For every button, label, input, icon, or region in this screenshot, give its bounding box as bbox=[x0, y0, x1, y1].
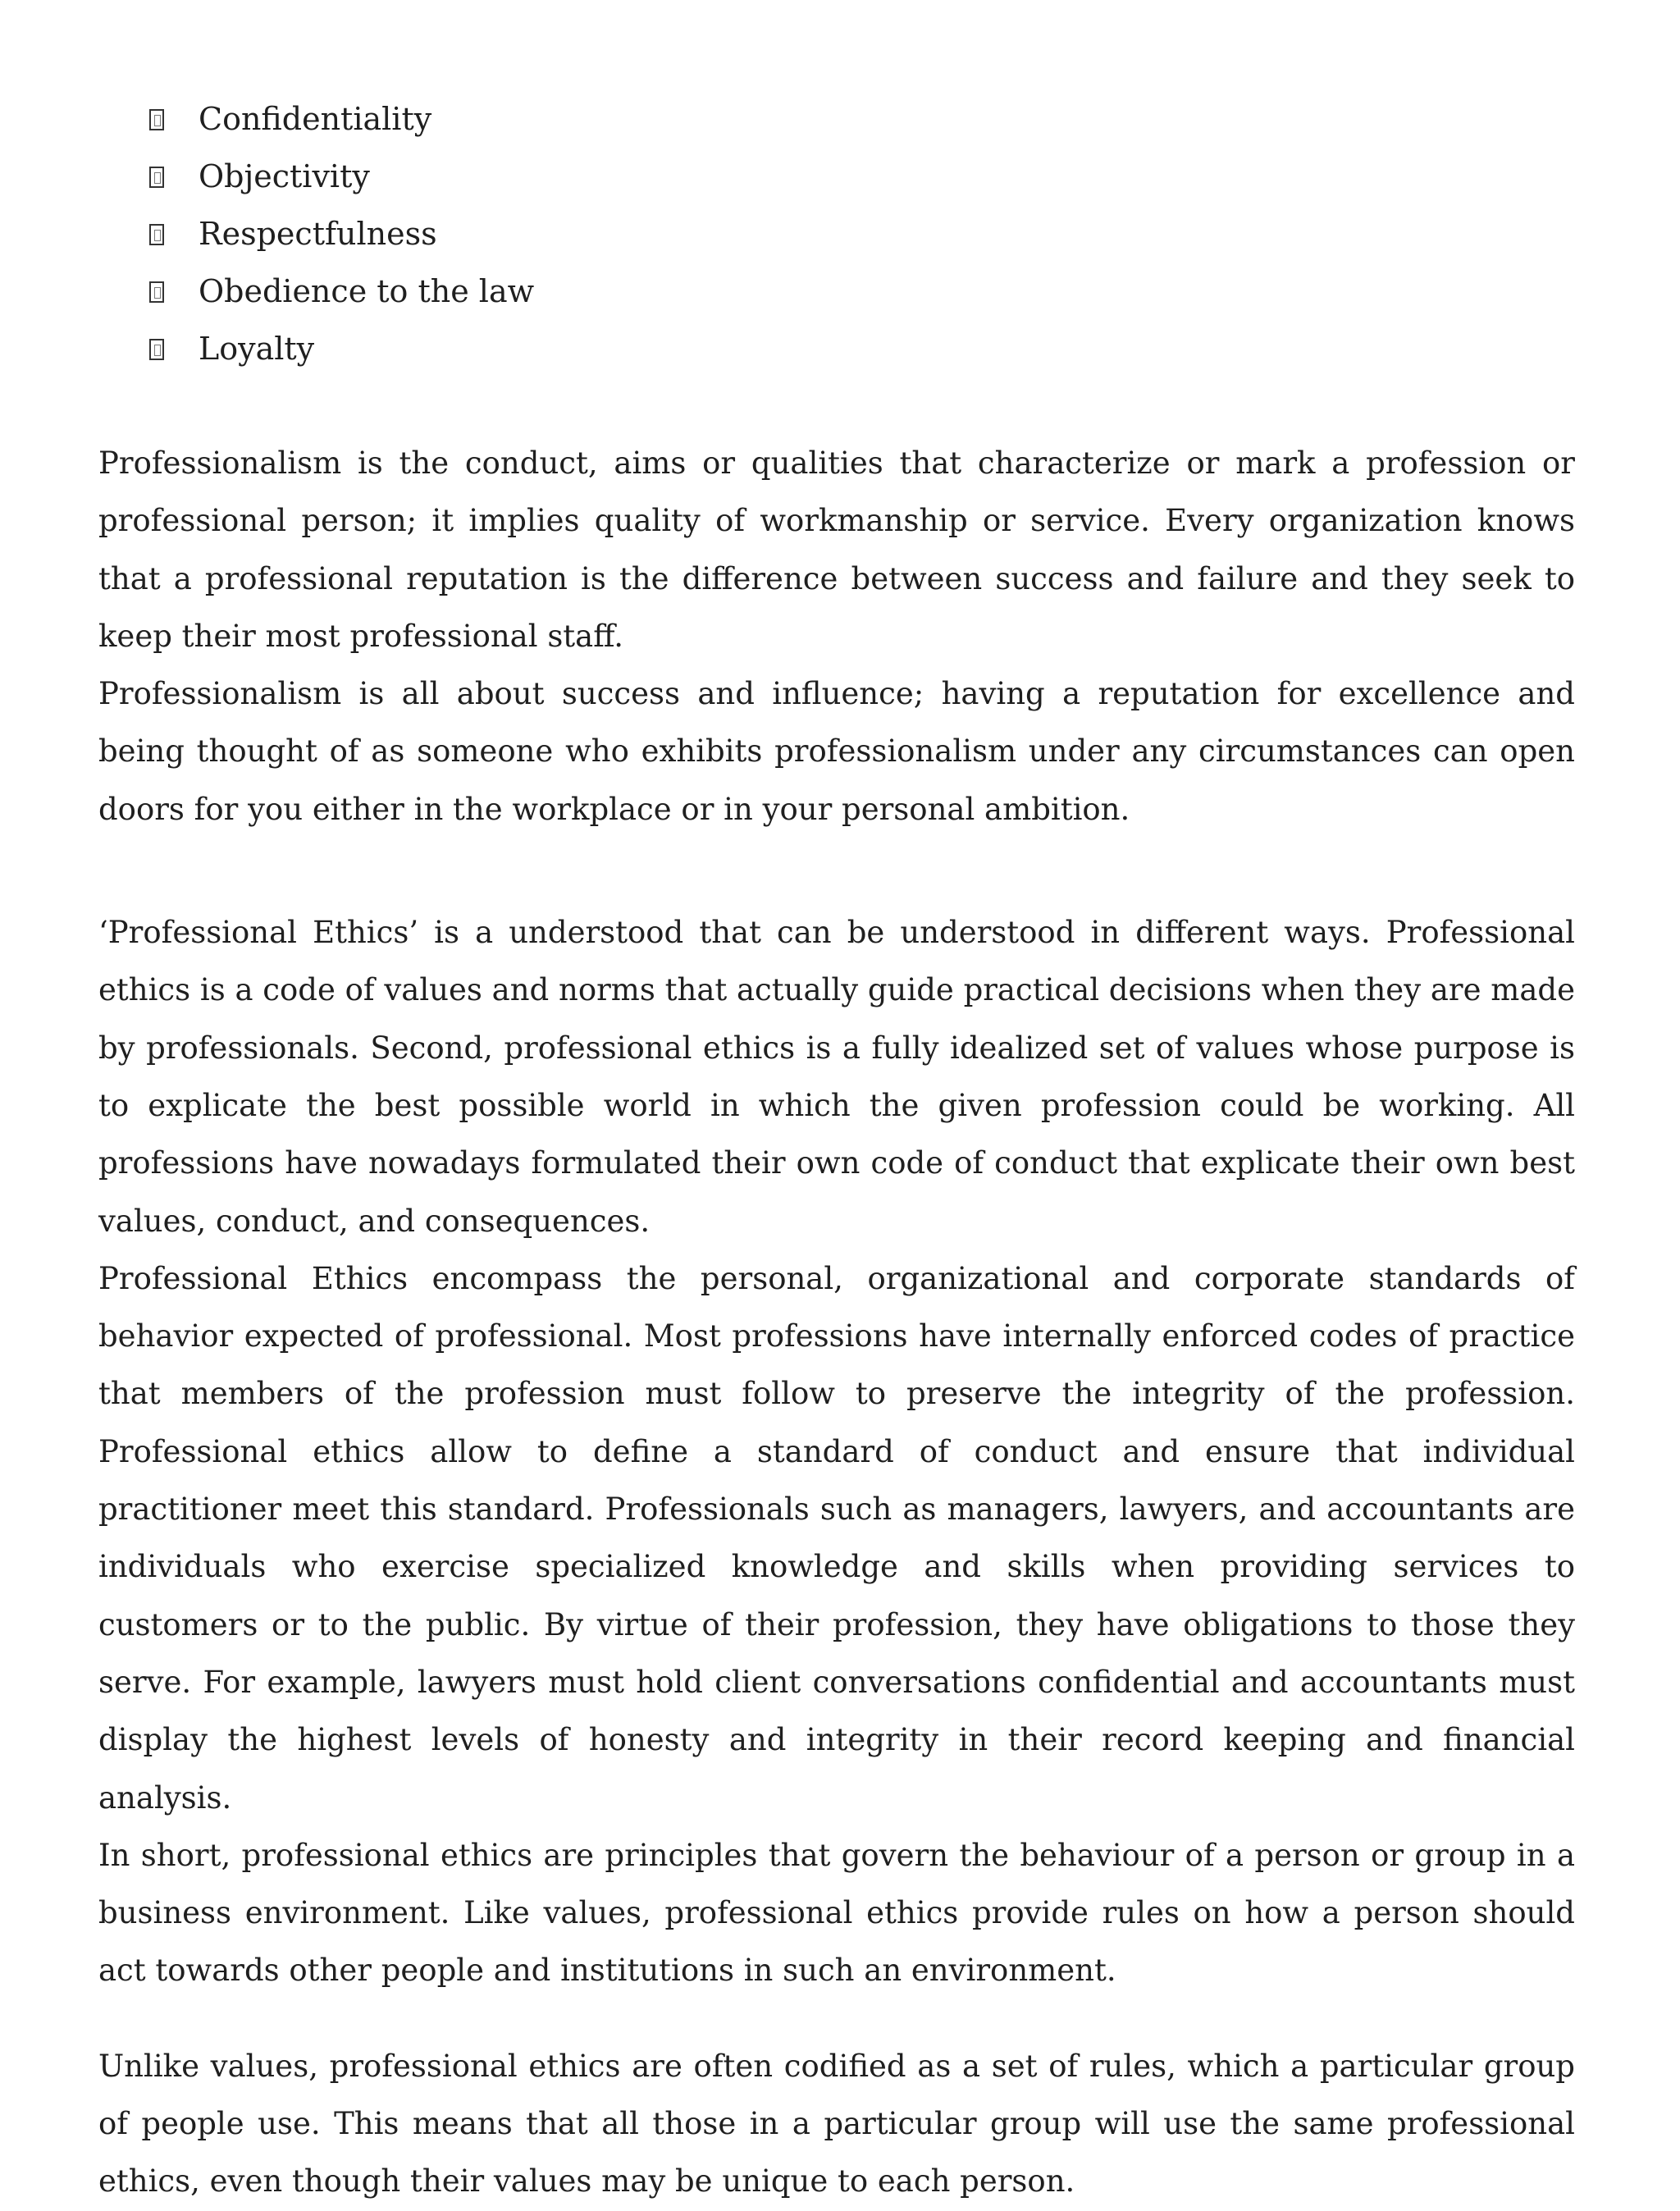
list-item bbox=[149, 148, 1575, 205]
list-item-label: Loyalty bbox=[199, 331, 315, 367]
paragraph-professional-ethics-summary: In short, professional ethics are principles that govern the behaviour of a person or group in a business environment. Like values, professional ethics provide rules on how a person should act towards other people and institutions in such an environment. bbox=[98, 1837, 1575, 1989]
paragraph-professionalism-success: Professionalism is all about success and influence; having a reputation for excellence and being thought of as someone who exhibits professionalism under any circumstances can open doors for you either in the workplace or in your personal ambition. bbox=[98, 676, 1575, 827]
missing-glyph-bullet-icon bbox=[149, 281, 164, 303]
list-item bbox=[149, 263, 1575, 320]
missing-glyph-bullet-icon bbox=[149, 109, 164, 130]
list-item bbox=[149, 320, 1575, 377]
list-item-label: Objectivity bbox=[199, 158, 370, 194]
list-item bbox=[149, 205, 1575, 263]
missing-glyph-bullet-icon bbox=[149, 339, 164, 360]
list-item-label: Confidentiality bbox=[199, 101, 432, 137]
paragraph-professionalism-definition: Professionalism is the conduct, aims or qualities that characterize or mark a profession or professional person; it implies quality of workmanship or service. Every organization knows that a professional reputation is the difference between success and failure and they seek to keep their most professional staff. bbox=[98, 445, 1575, 654]
list-item-label: Obedience to the law bbox=[199, 273, 535, 309]
missing-glyph-bullet-icon bbox=[149, 224, 164, 245]
list-item bbox=[149, 90, 1575, 148]
missing-glyph-bullet-icon bbox=[149, 167, 164, 188]
values-bullet-list bbox=[98, 90, 1575, 377]
paragraph-professional-ethics-meaning: ‘Professional Ethics’ is a understood that can be understood in different ways. Professional ethics is a code of values and norms that actually guide practical decisions when they are made by professionals. Second, professional ethics is a fully idealized set of values whose purpose is to explicate the best possible world in which the given profession could be working. All professions have nowadays formulated their own code of conduct that explicate their own best values, conduct, and consequences. bbox=[98, 915, 1575, 1239]
paragraph-ethics-vs-values: Unlike values, professional ethics are often codified as a set of rules, which a particular group of people use. This means that all those in a particular group will use the same professional ethics, even though their values may be unique to each person. bbox=[98, 2048, 1575, 2200]
paragraph-professional-ethics-standards: Professional Ethics encompass the personal, organizational and corporate standards of behavior expected of professional. Most professions have internally enforced codes of practice that members of the profession must follow to preserve the integrity of the profession. Professional ethics allow to define a standard of conduct and ensure that individual practitioner meet this standard. Professionals such as managers, lawyers, and accountants are individuals who exercise specialized knowledge and skills when providing services to customers or to the public. By virtue of their profession, they have obligations to those they serve. For example, lawyers must hold client conversations confidential and accountants must display the highest levels of honesty and integrity in their record keeping and financial analysis. bbox=[98, 1260, 1575, 1816]
document-page bbox=[98, 90, 1575, 2211]
list-item-label: Respectfulness bbox=[199, 216, 437, 252]
